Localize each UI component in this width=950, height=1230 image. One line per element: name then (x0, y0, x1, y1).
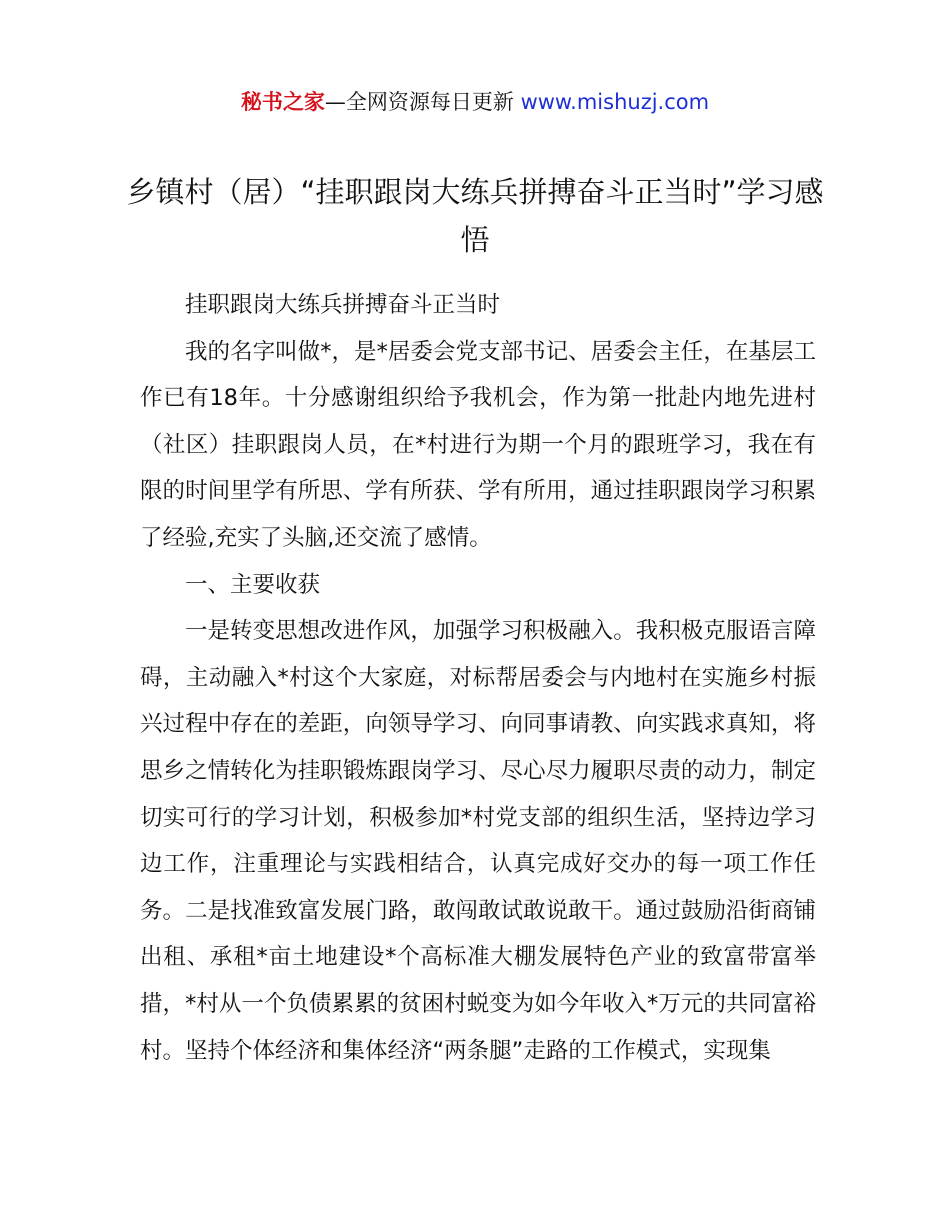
subtitle-paragraph: 挂职跟岗大练兵拼搏奋斗正当时 (185, 292, 501, 318)
document-body (140, 282, 816, 1074)
body-paragraph: 一是转变思想改进作风，加强学习积极融入。我积极克服语言障碍，主动融入*村这个大家庭，对标帮居委会与内地村在实施乡村振兴过程中存在的差距，向领导学习、向同事请教、向实践求真知，将思乡之情转化为挂职锻炼跟岗学习、尽心尽力履职尽责的动力，制定切实可行的学习计划，积极参加*村党支部的组织生活，坚持边学习边工作，注重理论与实践相结合，认真完成好交办的每一项工作任务。二是找准致富发展门路，敢闯敢试敢说敢干。通过鼓励沿街商铺出租、承租*亩土地建设*个高标准大棚发展特色产业的致富带富举措，*村从一个负债累累的贫困村蜕变为如今年收入*万元的共同富裕村。坚持个体经济和集体经济“两条腿”走路的工作模式，实现集 (140, 618, 816, 1064)
site-tagline: —全网资源每日更新 (324, 90, 514, 114)
section-heading: 一、主要收获 (185, 571, 321, 598)
site-brand: 秘书之家 (240, 90, 325, 114)
intro-paragraph: 我的名字叫做*，是*居委会党支部书记、居委会主任，在基层工作已有18年。十分感谢组织给予我机会，作为第一批赴内地先进村（社区）挂职跟岗人员，在*村进行为期一个月的跟班学习，我在有限的时间里学有所思、学有所获、学有所用，通过挂职跟岗学习积累了经验,充实了头脑,还交流了感情。 (140, 338, 816, 551)
site-url-link[interactable]: www.mishuzj.com (520, 90, 710, 114)
document-title: 乡镇村（居）“挂职跟岗大练兵拼搏奋斗正当时”学习感悟 (126, 175, 824, 257)
site-header (0, 86, 950, 118)
